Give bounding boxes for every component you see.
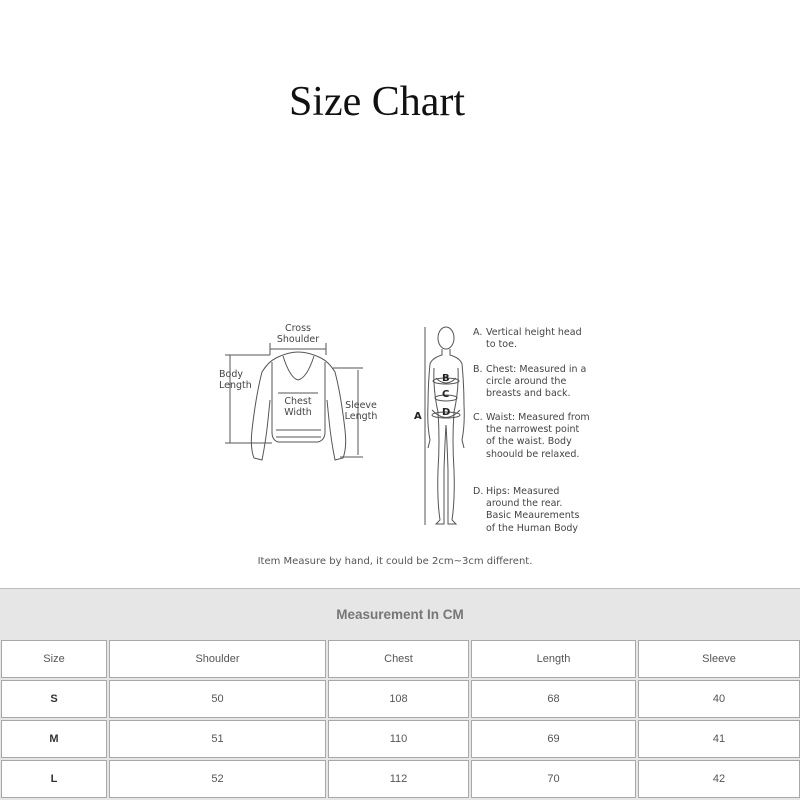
header-sleeve: Sleeve <box>638 640 800 678</box>
chest-width-label: Chest Width <box>284 396 312 418</box>
sleeve-length-label: Sleeve Length <box>344 400 378 422</box>
table-row-s-sleeve: 40 <box>638 680 800 718</box>
table-caption: Measurement In CM <box>336 606 464 622</box>
table-row-m-length: 69 <box>471 720 636 758</box>
table-row-m-sleeve: 41 <box>638 720 800 758</box>
table-row-l-sleeve: 42 <box>638 760 800 798</box>
legend-item-a <box>473 327 593 351</box>
header-size: Size <box>1 640 107 678</box>
hips-letter-d: D <box>442 407 451 418</box>
table-row-l-chest: 112 <box>328 760 469 798</box>
table-row-m-size: M <box>1 720 107 758</box>
chest-letter-b: B <box>442 373 450 384</box>
table-row-l-shoulder: 52 <box>109 760 326 798</box>
legend-key: D. <box>473 486 484 497</box>
page-title: Size Chart <box>288 79 466 125</box>
table-row-s-length: 68 <box>471 680 636 718</box>
table-row-l-length: 70 <box>471 760 636 798</box>
legend-key: A. <box>473 327 483 338</box>
measurement-table <box>0 588 800 800</box>
legend-item-c <box>473 412 593 461</box>
measurement-note: Item Measure by hand, it could be 2cm~3cm different. <box>257 556 533 567</box>
table-row-m-shoulder: 51 <box>109 720 326 758</box>
waist-letter-c: C <box>442 389 450 400</box>
height-letter-a: A <box>414 411 422 422</box>
legend-text: Chest: Measured in a circle around the breasts and back. <box>486 364 587 400</box>
table-row-s-chest: 108 <box>328 680 469 718</box>
table-row-m-chest: 110 <box>328 720 469 758</box>
human-figure <box>428 327 465 524</box>
legend-item-b <box>473 364 593 401</box>
cross-shoulder-label: Cross Shoulder <box>276 323 320 345</box>
header-shoulder: Shoulder <box>109 640 326 678</box>
body-length-label: Body Length <box>219 369 252 391</box>
legend-item-d <box>473 486 593 535</box>
header-chest: Chest <box>328 640 469 678</box>
legend-text: Vertical height head to toe. <box>486 327 582 351</box>
legend-key: B. <box>473 364 483 375</box>
table-row-s-shoulder: 50 <box>109 680 326 718</box>
legend-text: Waist: Measured from the narrowest point of the waist. Body shoould be relaxed. <box>486 412 590 460</box>
table-row-s-size: S <box>1 680 107 718</box>
header-length: Length <box>471 640 636 678</box>
table-row-l-size: L <box>1 760 107 798</box>
legend-text: Hips: Measured around the rear. Basic Meaurements of the Human Body <box>486 486 580 534</box>
legend-key: C. <box>473 412 483 423</box>
